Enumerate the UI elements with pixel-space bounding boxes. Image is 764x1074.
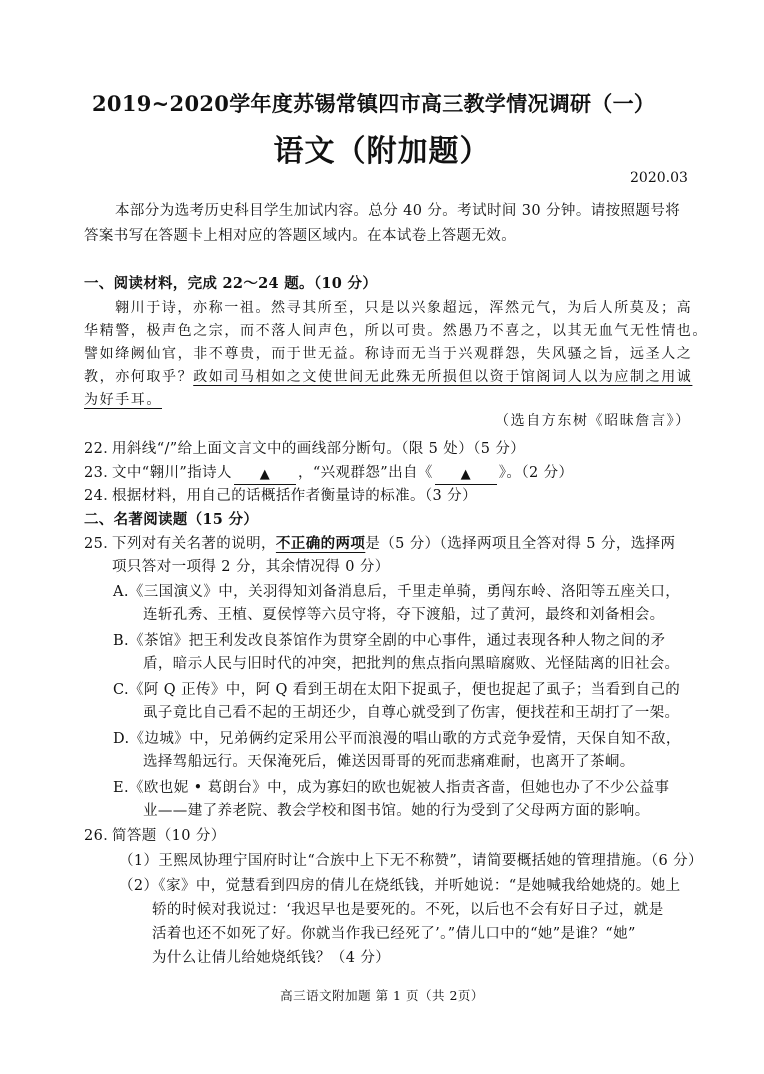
passage-line-3: 譬如绛阙仙官，非不尊贵，而于世无益。称诗而无当于兴观群怨，失风骚之旨，远圣人之 xyxy=(84,346,693,362)
question-23-part3: 》。（2 分） xyxy=(498,465,574,481)
option-a-line-2: 连斩孔秀、王植、夏侯惇等六员守将，夺下渡船，过了黄河，最终和刘备相会。 xyxy=(143,607,665,623)
answer-blank-poet[interactable]: ▲ xyxy=(234,468,296,485)
passage-source: （选自方东树《昭昧詹言》） xyxy=(495,413,691,429)
answer-blank-book[interactable]: ▲ xyxy=(435,468,497,485)
option-c-line-2: 虱子竟比自己看不起的王胡还少，自尊心就受到了伤害，便找茬和王胡打了一架。 xyxy=(143,705,680,721)
question-24-number: 24． xyxy=(84,488,119,504)
option-b-line-1: B.《茶馆》把王利发改良茶馆作为贯穿全剧的中心事件，通过表现各种人物之间的矛 xyxy=(113,633,666,649)
option-e-line-2: 业——建了养老院、教会学校和图书馆。她的行为受到了父母两方面的影响。 xyxy=(143,803,650,819)
option-b-line-2: 盾，暗示人民与旧时代的冲突，把批判的焦点指向黑暗腐败、光怪陆离的旧社会。 xyxy=(143,656,680,672)
question-22-number: 22． xyxy=(84,441,119,457)
option-c-line-1: C.《阿 Q 正传》中，阿 Q 看到王胡在太阳下捉虱子，便也捉起了虱子；当看到自己的 xyxy=(113,682,681,698)
question-26-sub-2-line-4: 为什么让倩儿给她烧纸钱？（4 分） xyxy=(152,950,391,966)
question-24-text: 根据材料，用自己的话概括作者衡量诗的标准。（3 分） xyxy=(112,488,477,504)
question-26-text: 简答题（10 分） xyxy=(112,828,226,844)
question-23-part1: 文中“翱川”指诗人 xyxy=(112,465,232,481)
option-d-line-1: D.《边城》中，兄弟俩约定采用公平而浪漫的唱山歌的方式竞争爱情，天保自知不敌， xyxy=(113,731,681,747)
page-footer: 高三语文附加题 第 1 页（共 2页） xyxy=(280,988,484,1003)
question-25-text-b: 是（5 分）（选择两项且全答对得 5 分，选择两 xyxy=(365,536,676,552)
question-25-number: 25． xyxy=(84,536,119,552)
question-25-line-2: 项只答对一项得 2 分，其余情况得 0 分） xyxy=(112,559,390,575)
passage-line-2: 华精警，极声色之宗，而不落人间声色，所以可贵。然愚乃不喜之，以其无血气无性情也。 xyxy=(84,323,708,339)
passage-line-4 xyxy=(84,366,692,386)
question-26-sub-2-line-3: 活着也还不如死了好。你就当作我已经死了’。”倩儿口中的“她”是谁？“她” xyxy=(152,926,636,942)
section-1-heading: 一、阅读材料，完成 22～24 题。（10 分） xyxy=(84,275,378,292)
question-25-line-1 xyxy=(84,532,675,553)
question-26-number: 26． xyxy=(84,828,119,844)
question-23 xyxy=(84,461,573,484)
intro-line-1: 本部分为选考历史科目学生加试内容。总分 40 分。考试时间 30 分钟。请按照题号将 xyxy=(115,203,681,219)
passage-line-1: 翱川于诗，亦称一祖。然寻其所至，只是以兴象超远，浑然元气，为后人所莫及；高 xyxy=(115,300,693,316)
option-a-line-1: A.《三国演义》中，关羽得知刘备消息后，千里走单骑，勇闯东岭、洛阳等五座关口， xyxy=(113,584,681,600)
passage-line-5 xyxy=(84,389,162,409)
question-24 xyxy=(84,484,477,505)
option-e-line-1: E.《欧也妮 • 葛朗台》中，成为寡妇的欧也妮被人指责吝啬，但她也办了不少公益事 xyxy=(113,780,670,796)
intro-line-2: 答案书写在答题卡上相对应的答题区域内。在本试卷上答题无效。 xyxy=(84,228,517,244)
section-2-heading: 二、名著阅读题（15 分） xyxy=(84,511,259,528)
question-26-sub-2-line-2: 轿的时候对我说过：‘我迟早也是要死的。不死，以后也不会有好日子过，就是 xyxy=(152,902,664,918)
question-25-text-a: 下列对有关名著的说明， xyxy=(112,536,276,552)
exam-date: 2020.03 xyxy=(630,170,688,186)
exam-title: 2019~2020学年度苏锡常镇四市高三教学情况调研（一） xyxy=(92,91,656,116)
option-d-line-2: 选择驾船远行。天保淹死后，傩送因哥哥的死而悲痛难耐，也离开了茶峒。 xyxy=(143,754,635,770)
question-22-text: 用斜线“/”给上面文言文中的画线部分断句。（限 5 处）（5 分） xyxy=(112,441,526,457)
question-23-number: 23． xyxy=(84,465,119,481)
passage-underlined-2: 为好手耳。 xyxy=(84,392,162,408)
question-25-emphasis: 不正确的两项 xyxy=(275,535,366,552)
question-26-sub-2-line-1: （2）《家》中，觉慧看到四房的倩儿在烧纸钱，并听她说：“是她喊我给她烧的。她上 xyxy=(119,878,681,894)
passage-line-4-plain: 教，亦何取乎？ xyxy=(84,369,194,385)
question-26 xyxy=(84,824,226,845)
exam-subtitle: 语文（附加题） xyxy=(273,134,491,169)
passage-underlined-1: 政如司马相如之文使世间无此殊无所损但以资于馆阁词人以为应制之用诚 xyxy=(193,369,693,385)
question-23-part2: ，“兴观群怨”出自《 xyxy=(297,465,433,481)
question-22 xyxy=(84,437,525,458)
question-26-sub-1: （1）王熙凤协理宁国府时让“合族中上下无不称赞”，请简要概括她的管理措施。（6 分） xyxy=(119,853,703,869)
